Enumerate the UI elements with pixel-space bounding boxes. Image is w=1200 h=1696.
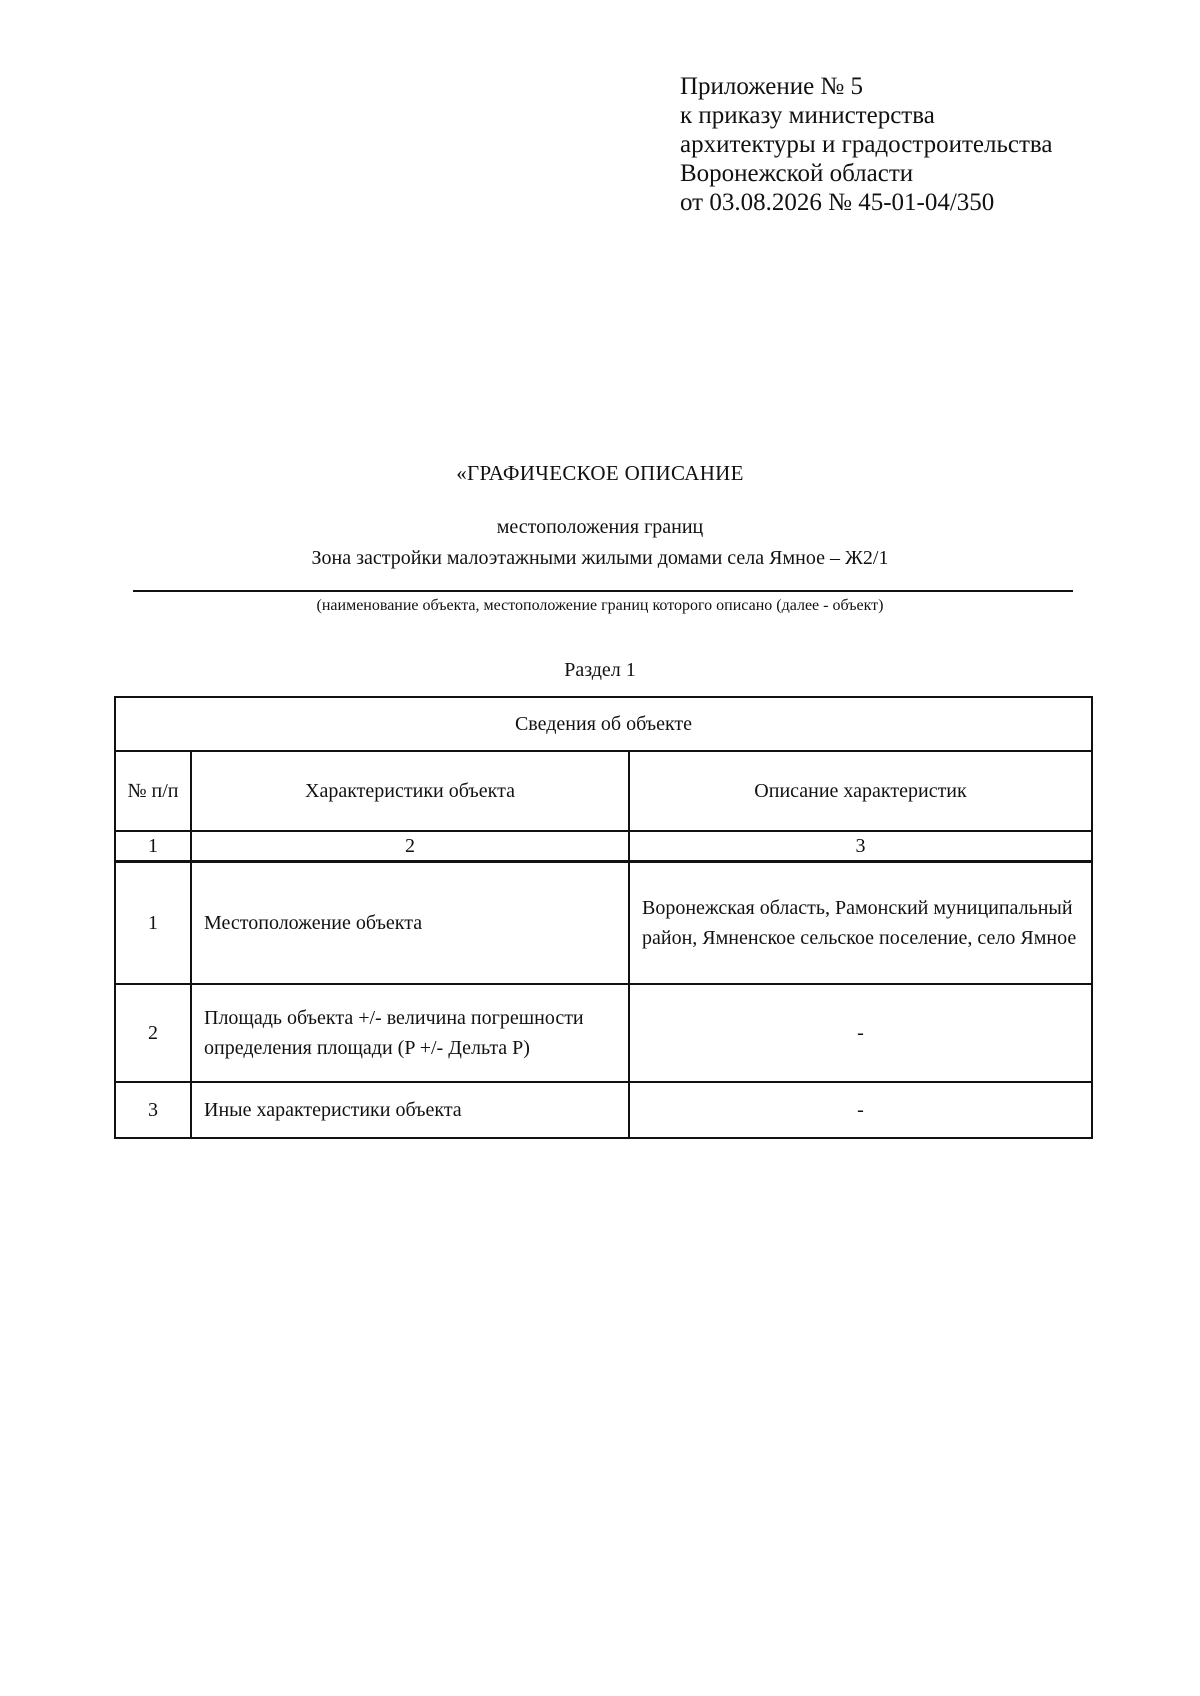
index-cell: 1 xyxy=(115,831,191,862)
column-header-num: № п/п xyxy=(115,751,191,831)
row-description: Воронежская область, Рамонский муниципальный район, Ямненское сельское поселение, село Ямное xyxy=(629,862,1092,985)
document-subtitle: местоположения границ xyxy=(496,516,704,538)
appendix-line-1: Приложение № 5 xyxy=(680,73,864,100)
appendix-block xyxy=(680,72,1052,217)
row-characteristic: Местоположение объекта xyxy=(191,862,629,985)
row-characteristic: Иные характеристики объекта xyxy=(191,1082,629,1138)
appendix-line-5: от 03.08.2026 № 45-01-04/350 xyxy=(680,189,995,216)
appendix-line-2: к приказу министерства xyxy=(680,102,935,129)
table-header: Сведения об объекте xyxy=(115,697,1092,751)
object-name: Зона застройки малоэтажными жилыми домами села Ямное – Ж2/1 xyxy=(311,547,889,569)
row-description: - xyxy=(629,984,1092,1082)
table-row xyxy=(115,1082,1092,1138)
row-number: 1 xyxy=(115,862,191,985)
table-index-row xyxy=(115,831,1092,862)
row-characteristic: Площадь объекта +/- величина погрешности определения площади (P +/- Дельта P) xyxy=(191,984,629,1082)
section-heading: Раздел 1 xyxy=(564,659,636,681)
table-header-row xyxy=(115,697,1092,751)
object-name-caption: (наименование объекта, местоположение границ которого описано (далее - объект) xyxy=(316,597,884,614)
table-row xyxy=(115,862,1092,985)
column-header-description: Описание характеристик xyxy=(629,751,1092,831)
index-cell: 3 xyxy=(629,831,1092,862)
table-row xyxy=(115,984,1092,1082)
appendix-line-4: Воронежской области xyxy=(680,160,914,187)
row-number: 2 xyxy=(115,984,191,1082)
document-title: «ГРАФИЧЕСКОЕ ОПИСАНИЕ xyxy=(456,461,744,485)
underline-rule xyxy=(133,590,1073,592)
table-column-headers xyxy=(115,751,1092,831)
object-info-table xyxy=(114,696,1093,1139)
index-cell: 2 xyxy=(191,831,629,862)
row-number: 3 xyxy=(115,1082,191,1138)
column-header-characteristics: Характеристики объекта xyxy=(191,751,629,831)
appendix-line-3: архитектуры и градостроительства xyxy=(680,131,1053,158)
row-description: - xyxy=(629,1082,1092,1138)
